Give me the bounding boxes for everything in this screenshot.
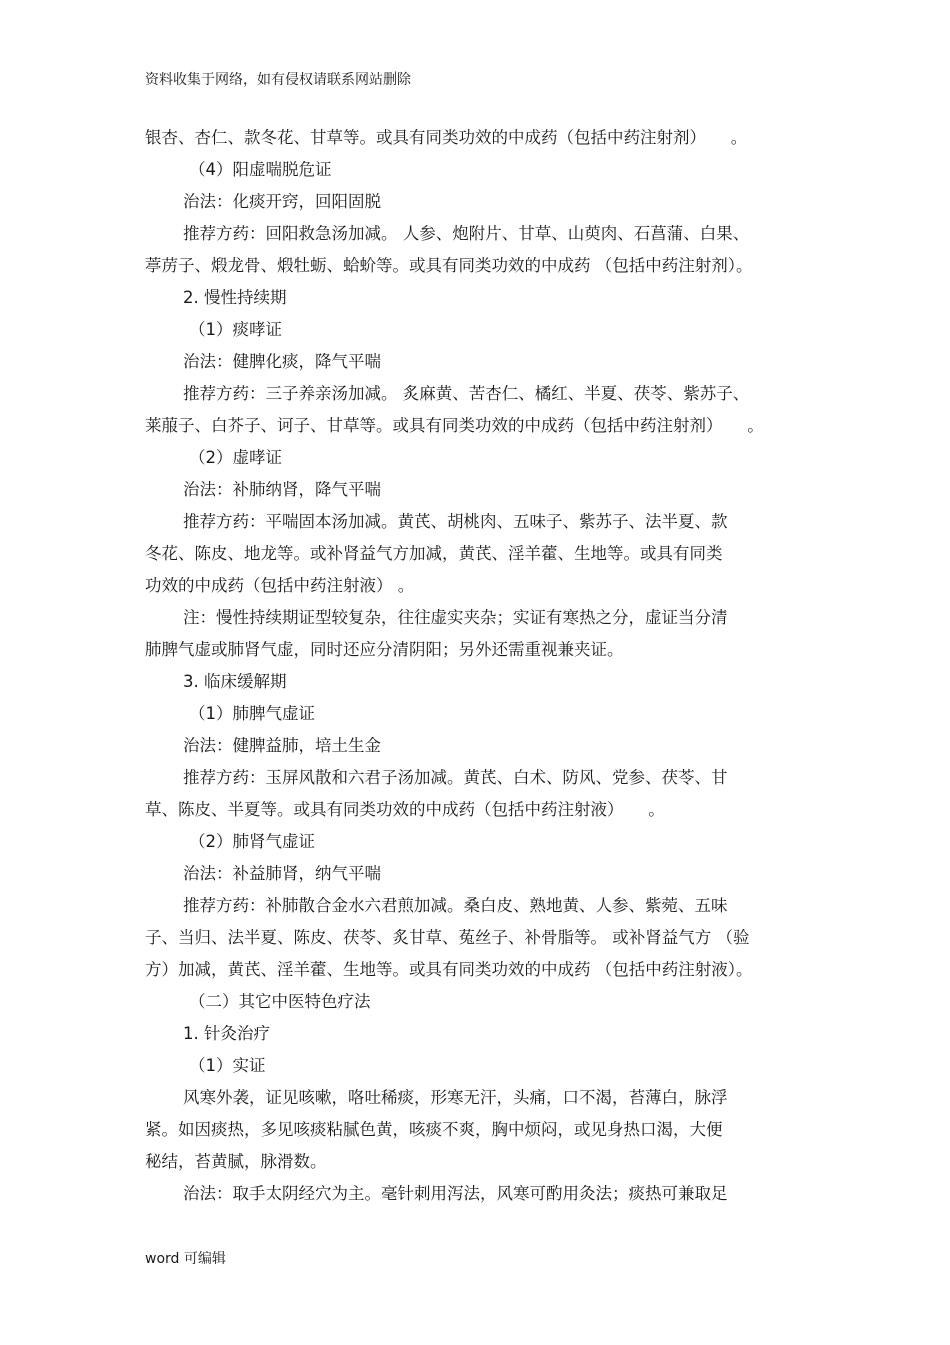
body-line: 肺脾气虚或肺肾气虚，同时还应分清阴阳；另外还需重视兼夹证。: [145, 640, 624, 659]
body-line: （4）阳虚喘脱危证: [189, 160, 332, 179]
page-footer-note: word 可编辑: [145, 1251, 226, 1267]
body-line: 秘结，苔黄腻，脉滑数。: [145, 1152, 327, 1171]
body-line: （1）实证: [189, 1056, 266, 1075]
body-line: 方）加减，黄芪、淫羊藿、生地等。或具有同类功效的中成药 （包括中药注射液）。: [145, 960, 753, 979]
body-line: 治法：补肺纳肾，降气平喘: [183, 480, 381, 499]
body-line: 功效的中成药（包括中药注射液） 。: [145, 576, 415, 595]
document-body: [145, 122, 825, 1210]
body-line: （1）痰哮证: [189, 320, 282, 339]
body-line: 推荐方药：平喘固本汤加减。黄芪、胡桃肉、五味子、紫苏子、法半夏、款: [183, 512, 728, 531]
body-line: 2. 慢性持续期: [183, 288, 287, 307]
body-line: 风寒外袭，证见咳嗽，咯吐稀痰，形寒无汗，头痛，口不渴，苔薄白，脉浮: [183, 1088, 728, 1107]
body-line: 治法：健脾化痰，降气平喘: [183, 352, 381, 371]
body-line: 1. 针灸治疗: [183, 1024, 270, 1043]
body-line: 葶苈子、煅龙骨、煅牡蛎、蛤蚧等。或具有同类功效的中成药 （包括中药注射剂）。: [145, 256, 753, 275]
body-line: 注：慢性持续期证型较复杂，往往虚实夹杂；实证有寒热之分，虚证当分清: [183, 608, 728, 627]
body-line: 推荐方药：补肺散合金水六君煎加减。桑白皮、熟地黄、人参、紫菀、五味: [183, 896, 728, 915]
body-line: 推荐方药：回阳救急汤加减。 人参、炮附片、甘草、山萸肉、石菖蒲、白果、: [183, 224, 750, 243]
body-line: 治法：化痰开窍，回阳固脱: [183, 192, 381, 211]
body-line: （2）肺肾气虚证: [189, 832, 315, 851]
body-line: 莱菔子、白芥子、诃子、甘草等。或具有同类功效的中成药（包括中药注射剂） 。: [145, 416, 764, 435]
body-line: （二）其它中医特色疗法: [189, 992, 371, 1011]
body-line: 推荐方药：三子养亲汤加减。 炙麻黄、苦杏仁、橘红、半夏、茯苓、紫苏子、: [183, 384, 750, 403]
body-line: （1）肺脾气虚证: [189, 704, 315, 723]
body-line: 银杏、杏仁、款冬花、甘草等。或具有同类功效的中成药（包括中药注射剂） 。: [145, 128, 748, 147]
body-line: 3. 临床缓解期: [183, 672, 287, 691]
body-line: 紧。如因痰热，多见咳痰粘腻色黄，咳痰不爽，胸中烦闷，或见身热口渴，大便: [145, 1120, 723, 1139]
body-line: 治法：健脾益肺，培土生金: [183, 736, 381, 755]
body-line: 草、陈皮、半夏等。或具有同类功效的中成药（包括中药注射液） 。: [145, 800, 665, 819]
body-line: （2）虚哮证: [189, 448, 282, 467]
body-line: 推荐方药：玉屏风散和六君子汤加减。黄芪、白术、防风、党参、茯苓、甘: [183, 768, 728, 787]
body-line: 冬花、陈皮、地龙等。或补肾益气方加减，黄芪、淫羊藿、生地等。或具有同类: [145, 544, 723, 563]
body-line: 治法：补益肺肾，纳气平喘: [183, 864, 381, 883]
body-line: 治法：取手太阴经穴为主。毫针刺用泻法，风寒可酌用灸法；痰热可兼取足: [183, 1184, 728, 1203]
body-line: 子、当归、法半夏、陈皮、茯苓、炙甘草、菟丝子、补骨脂等。 或补肾益气方 （验: [145, 928, 750, 947]
page-header-note: 资料收集于网络，如有侵权请联系网站删除: [145, 72, 411, 88]
